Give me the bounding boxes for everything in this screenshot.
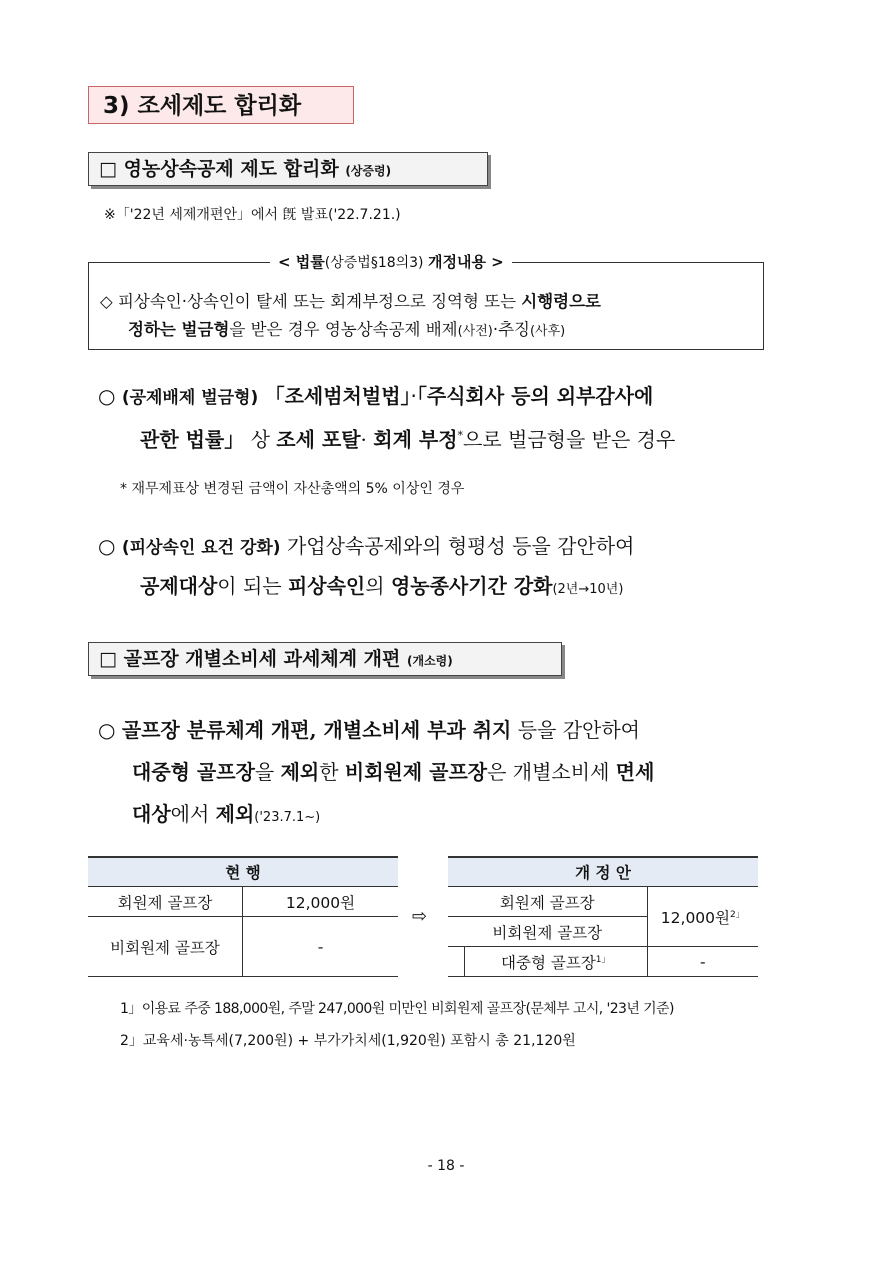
text-tax-evasion: 조세 포탈 xyxy=(276,427,361,452)
public-golf-label: 대중형 골프장 xyxy=(501,953,596,972)
text-effective-date: ('23.7.1~) xyxy=(254,810,321,825)
text-a: 골프장 분류체계 개편, 개별소비세 부과 취지 xyxy=(121,718,512,742)
law-name-2-end: 관한 법률」 xyxy=(140,427,245,452)
diamond-icon: ◇ xyxy=(100,292,113,311)
revised-row-2-label: 비회원제 골프장 xyxy=(448,917,647,947)
text-exclude-2: 제외 xyxy=(215,802,255,826)
revised-row-3-indent xyxy=(448,947,465,977)
subsection-title-text: 골프장 개별소비세 과세체계 개편 xyxy=(123,648,401,670)
law-separator: · xyxy=(410,384,417,408)
revised-value-text: 12,000원 xyxy=(660,908,731,927)
bullet-golf-line-1 xyxy=(98,708,640,752)
bullet-circle-icon: ○ xyxy=(98,718,116,742)
bullet-circle-icon: ○ xyxy=(98,534,116,558)
bullet-golf-line-2 xyxy=(132,750,654,794)
bullet-circle-icon: ○ xyxy=(98,384,116,408)
announcement-note: ※「'22년 세제개편안」에서 旣 발표('22.7.21.) xyxy=(104,207,401,223)
text-d: 을 xyxy=(254,760,281,784)
text-public-golf: 대중형 골프장 xyxy=(132,760,255,784)
revised-row-12-value xyxy=(647,887,758,947)
current-row-1-label: 회원제 골프장 xyxy=(88,887,243,917)
checkbox-icon: □ xyxy=(99,648,117,670)
text-exempt: 면세 xyxy=(615,760,655,784)
current-row-1-value: 12,000원 xyxy=(243,887,399,917)
table-footnote-1: 1」이용료 주중 188,000원, 주말 247,000원 미만인 비회원제 골프장(문체부 고시, '23년 기준) xyxy=(120,1001,674,1017)
current-row-2-value: - xyxy=(243,917,399,977)
bullet-golf-line-3 xyxy=(132,792,320,840)
right-arrow-icon: ⇨ xyxy=(412,906,428,927)
footnote-marker: * xyxy=(457,429,464,442)
table-footnote-2: 2」교육세·농특세(7,200원) + 부가가치세(1,920원) 포함시 총 21,120원 xyxy=(120,1033,576,1049)
section-title: 3) 조세제도 합리화 xyxy=(88,86,354,124)
text-decedent: 피상속인 xyxy=(287,574,366,598)
text-e: 으로 벌금형을 받은 경우 xyxy=(463,427,676,452)
caption-bold-content: 개정내용 > xyxy=(427,253,504,271)
bullet-label: (공제배제 벌금형) xyxy=(121,388,259,408)
line2-bold: 정하는 벌금형 xyxy=(128,320,230,339)
subsection-tag: (개소령) xyxy=(407,654,453,668)
star-footnote: * 재무제표상 변경된 금액이 자산총액의 5% 이상인 경우 xyxy=(120,481,465,497)
line1-text: 피상속인·상속인이 탈세 또는 회계부정으로 징역형 또는 xyxy=(117,292,522,311)
revised-row-3-label xyxy=(465,947,648,977)
revised-table-header: 개 정 안 xyxy=(448,857,758,887)
current-tax-table xyxy=(88,856,398,977)
subsection-title-text: 영농상속공제 제도 합리화 xyxy=(123,158,339,180)
law-amendment-line-1 xyxy=(100,288,601,312)
text-deduction-target: 공제대상 xyxy=(140,574,218,598)
bullet-fine-exclusion-line-2 xyxy=(140,414,675,462)
line2-text: 을 받은 경우 영농상속공제 배제 xyxy=(229,320,458,339)
text-sep: · xyxy=(360,427,374,452)
line1-bold: 시행령으로 xyxy=(521,292,601,311)
line2-small-post: (사후) xyxy=(529,324,566,339)
text-b: 등을 감안하여 xyxy=(511,718,640,742)
law-amendment-caption xyxy=(270,251,512,272)
text-period-change: (2년→10년) xyxy=(552,582,624,597)
text-c: 이 되는 xyxy=(217,574,288,598)
revised-row-1-label: 회원제 골프장 xyxy=(448,887,647,917)
current-table-header: 현 행 xyxy=(88,857,398,887)
text-target: 대상 xyxy=(132,802,171,826)
checkbox-icon: □ xyxy=(99,158,117,180)
caption-bold-law: < 법률 xyxy=(278,253,325,271)
text-nonmember-golf: 비회원제 골프장 xyxy=(344,760,488,784)
text-exclude: 제외 xyxy=(280,760,320,784)
law-name-2: 「주식회사 등의 외부감사에 xyxy=(416,384,654,408)
text-farming-period: 영농종사기간 강화 xyxy=(390,574,553,598)
line2-small-pre: (사전) xyxy=(457,324,493,339)
text-k: 에서 xyxy=(170,802,216,826)
text-e: 의 xyxy=(365,574,391,598)
revised-tax-table xyxy=(448,856,758,977)
subsection-title-farm-inheritance xyxy=(88,152,488,186)
caption-law-ref: (상증법§18의3) xyxy=(324,255,424,271)
footnote-marker-1: 1」 xyxy=(595,954,611,965)
bullet-label: (피상속인 요건 강화) xyxy=(121,538,281,558)
text-a: 상 xyxy=(250,427,277,452)
bullet-requirement-line-2 xyxy=(140,564,623,612)
law-name-1: 「조세범처벌법」 xyxy=(264,384,411,408)
subsection-tag: (상증령) xyxy=(345,164,392,178)
line2-text-2: ·추징 xyxy=(492,320,530,339)
page-number: - 18 - xyxy=(427,1158,465,1174)
current-row-2-label: 비회원제 골프장 xyxy=(88,917,243,977)
text-accounting-fraud: 회계 부정 xyxy=(373,427,458,452)
law-amendment-line-2 xyxy=(128,316,565,340)
footnote-marker-2: 2」 xyxy=(730,909,745,920)
text-a: 가업상속공제와의 형평성 등을 감안하여 xyxy=(286,534,635,558)
revised-row-3-value: - xyxy=(647,947,758,977)
subsection-title-golf xyxy=(88,642,562,676)
text-h: 은 개별소비세 xyxy=(487,760,616,784)
text-f: 한 xyxy=(319,760,345,784)
